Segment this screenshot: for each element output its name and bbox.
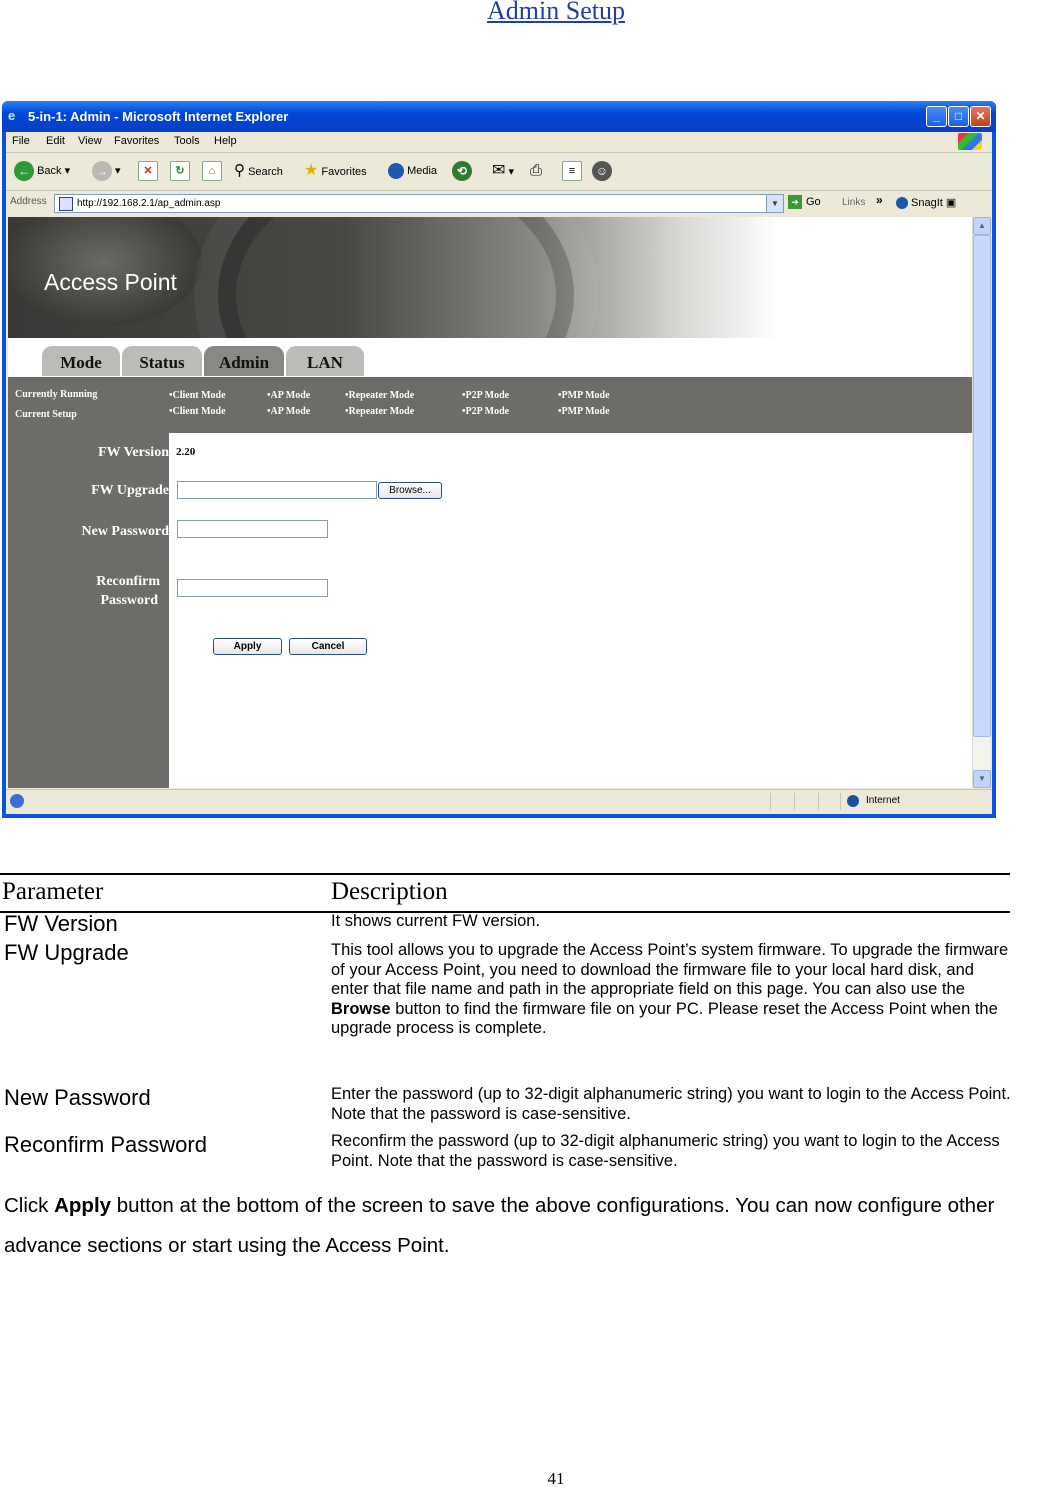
url-text: http://192.168.2.1/ap_admin.asp (77, 198, 221, 209)
tab-bar (8, 338, 972, 377)
browser-window (2, 101, 996, 818)
messenger-button[interactable] (592, 161, 612, 181)
vertical-scrollbar[interactable] (972, 217, 990, 788)
edit-icon: ≡ (562, 161, 582, 181)
search-button[interactable]: ⚲ Search (234, 162, 283, 179)
links-label[interactable]: Links (842, 197, 866, 208)
stop-button[interactable] (138, 161, 158, 181)
close-button[interactable]: ✕ (970, 106, 991, 127)
snagit-button[interactable]: SnagIt ▣ (896, 196, 956, 209)
running-ap-mode: •AP Mode (267, 390, 311, 401)
history-icon: ⟲ (452, 161, 472, 181)
forward-button[interactable]: → ▾ (92, 161, 121, 181)
back-arrow-icon: ← (14, 161, 34, 181)
windows-logo-icon (958, 133, 982, 150)
edit-button[interactable] (562, 161, 582, 181)
current-setup-label: Current Setup (15, 409, 77, 420)
fw-version-value: 2.20 (176, 446, 196, 458)
param-name: FW Version (4, 911, 118, 936)
table-header (0, 873, 1010, 913)
scroll-up-icon[interactable]: ▲ (973, 217, 991, 235)
page-icon (59, 197, 73, 211)
running-repeater-mode: •Repeater Mode (345, 390, 415, 401)
status-divider (794, 793, 795, 810)
banner-title: Access Point (44, 269, 177, 295)
menu-favorites[interactable]: Favorites (114, 135, 160, 147)
setup-client-mode[interactable]: •Client Mode (169, 406, 226, 417)
setup-ap-mode[interactable]: •AP Mode (267, 406, 311, 417)
page-heading: Admin Setup (487, 0, 625, 25)
stop-icon: ✕ (138, 161, 158, 181)
home-icon: ⌂ (202, 161, 222, 181)
refresh-icon: ↻ (170, 161, 190, 181)
window-title: 5-in-1: Admin - Microsoft Internet Explorer (28, 109, 289, 124)
setup-repeater-mode[interactable]: •Repeater Mode (345, 406, 415, 417)
reconfirm-label-line1: Reconfirm (96, 574, 160, 589)
fw-version-label: FW Version (98, 445, 169, 460)
browser-frame (6, 132, 992, 814)
title-bar (2, 101, 996, 132)
menu-edit[interactable]: Edit (46, 135, 65, 147)
chevron-down-icon[interactable]: ▼ (766, 195, 783, 212)
back-button[interactable]: ← Back ▾ (14, 161, 70, 181)
media-button[interactable]: Media (388, 161, 437, 181)
security-zone-label: Internet (866, 795, 900, 806)
search-icon: ⚲ (234, 162, 245, 179)
apply-button[interactable]: Apply (213, 638, 282, 655)
menu-file[interactable]: File (12, 135, 30, 147)
refresh-button[interactable] (170, 161, 190, 181)
reconfirm-label-line2: Password (100, 593, 158, 608)
internet-zone-icon (847, 795, 859, 807)
maximize-button[interactable]: □ (948, 106, 969, 127)
param-name: New Password (4, 1085, 151, 1110)
status-divider (818, 793, 819, 810)
status-divider (840, 793, 841, 810)
favorites-button[interactable]: ★ Favorites (304, 162, 367, 179)
status-divider (770, 793, 771, 810)
currently-running-label: Currently Running (15, 389, 98, 400)
ie-app-icon: e (8, 108, 16, 123)
toolbar (6, 153, 992, 191)
tab-mode[interactable]: Mode (42, 346, 120, 376)
minimize-button[interactable]: _ (926, 106, 947, 127)
menu-help[interactable]: Help (214, 135, 237, 147)
print-button[interactable] (530, 161, 542, 181)
browse-button[interactable]: Browse... (378, 482, 442, 499)
closing-paragraph: Click Apply button at the bottom of the screen to save the above configurations. You can now configure other advance sections or start using the Access Point. (4, 1194, 995, 1257)
scroll-thumb[interactable] (973, 235, 991, 737)
menu-tools[interactable]: Tools (174, 135, 200, 147)
star-icon: ★ (304, 162, 319, 179)
new-password-input[interactable] (177, 520, 328, 538)
snagit-icon (896, 197, 908, 209)
running-client-mode: •Client Mode (169, 390, 226, 401)
fw-upgrade-file-input[interactable] (177, 481, 377, 499)
page-number: 41 (547, 1469, 565, 1488)
header-description: Description (331, 878, 448, 905)
param-description: Reconfirm the password (up to 32-digit alphanumeric string) you want to login to the Access Point. Note that the password is case-sensitive. (331, 1132, 1000, 1170)
status-bar (6, 789, 992, 814)
cancel-button[interactable]: Cancel (289, 638, 367, 655)
banner (8, 217, 972, 338)
address-label: Address (10, 196, 47, 207)
param-description: It shows current FW version. (331, 912, 541, 930)
printer-icon: ⎙ (530, 162, 543, 179)
mail-icon: ✉ (492, 162, 506, 179)
history-button[interactable] (452, 161, 472, 181)
home-button[interactable] (202, 161, 222, 181)
messenger-icon: ☺ (592, 161, 612, 181)
scroll-down-icon[interactable]: ▼ (973, 770, 991, 788)
menu-view[interactable]: View (78, 135, 102, 147)
address-input[interactable] (54, 194, 784, 213)
go-button[interactable]: ➜ Go (788, 195, 821, 209)
new-password-label: New Password (81, 524, 169, 539)
setup-pmp-mode[interactable]: •PMP Mode (558, 406, 610, 417)
label-column (8, 433, 169, 788)
go-arrow-icon: ➜ (788, 195, 802, 209)
tab-admin[interactable]: Admin (204, 346, 284, 376)
setup-p2p-mode[interactable]: •P2P Mode (462, 406, 510, 417)
running-pmp-mode: •PMP Mode (558, 390, 610, 401)
running-p2p-mode: •P2P Mode (462, 390, 510, 401)
mode-status-bar (8, 377, 972, 433)
param-name: Reconfirm Password (4, 1132, 207, 1157)
media-icon (388, 163, 404, 179)
fw-upgrade-label: FW Upgrade (91, 483, 169, 498)
page-content (8, 217, 972, 788)
menu-bar (6, 132, 992, 153)
param-description: Enter the password (up to 32-digit alphanumeric string) you want to login to the Access Point. Note that the password is case-sensitive. (331, 1085, 1011, 1123)
tab-status[interactable]: Status (122, 346, 202, 376)
tab-lan[interactable]: LAN (286, 346, 364, 376)
param-name: FW Upgrade (4, 940, 129, 965)
param-description: This tool allows you to upgrade the Access Point’s system firmware. To upgrade the firmware of your Access Point, you need to download the firmware file to your local hard disk, and enter that file name and path in the appropriate field on this page. You can also use the Browse button to find the firmware file on your PC. Please reset the Access Point when the upgrade process is complete. (331, 941, 1009, 1037)
parameter-table (0, 873, 1011, 1170)
address-bar (6, 191, 992, 215)
links-more-icon[interactable]: » (876, 193, 883, 207)
header-parameter: Parameter (2, 878, 104, 905)
reconfirm-password-input[interactable] (177, 579, 328, 597)
forward-arrow-icon: → (92, 161, 112, 181)
page-status-icon (10, 794, 24, 808)
mail-button[interactable]: ✉ ▾ (492, 162, 514, 179)
